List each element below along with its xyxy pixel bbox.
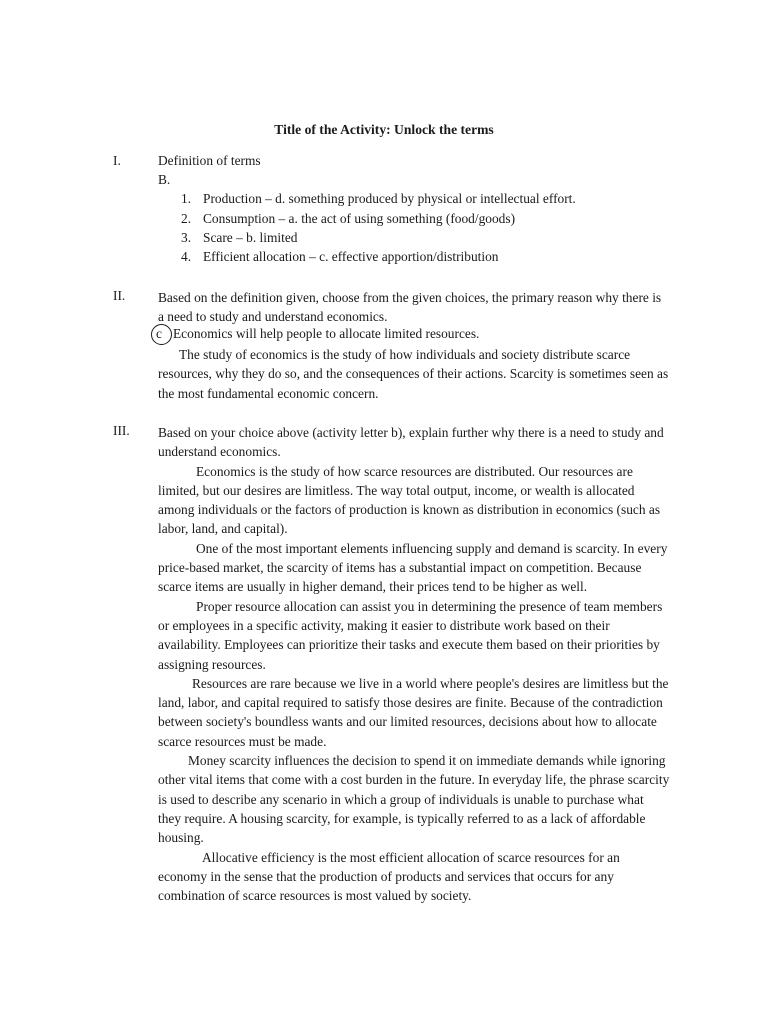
activity-title: Title of the Activity: Unlock the terms <box>274 122 494 137</box>
section-2-question <box>158 288 670 327</box>
section-2-numeral: II. <box>113 288 126 303</box>
term-number: 2. <box>181 211 192 226</box>
term-number: 3. <box>181 230 192 245</box>
term-item: Efficient allocation – c. effective apportion/distribution <box>203 249 499 264</box>
section-3-numeral: III. <box>113 423 130 438</box>
body-paragraph: Proper resource allocation can assist you in determining the presence of team members or employees in a specific activity, making it easier to distribute work based on their availability. Employees can prioritize their tasks and execute them based on their priorities by assigning resources. <box>158 598 663 672</box>
explanation-paragraph: The study of economics is the study of how individuals and society distribute scarce resources, why they do so, and the consequences of their actions. Scarcity is sometimes seen as the most fundamental economic concern. <box>158 347 669 401</box>
term-item: Production – d. something produced by physical or intellectual effort. <box>203 191 576 206</box>
section-1-sub-letter: B. <box>158 172 171 187</box>
section-1-heading: Definition of terms <box>158 153 261 168</box>
answer-letter: c <box>156 326 162 341</box>
answer-text: Economics will help people to allocate limited resources. <box>173 326 480 341</box>
body-paragraph: One of the most important elements influencing supply and demand is scarcity. In every price-based market, the scarcity of items has a substantial impact on competition. Because scarce items are usually in higher demand, their prices tend to be higher as well. <box>158 540 668 595</box>
question-text: Based on your choice above (activity letter b), explain further why there is a need to study and understand economics. <box>158 425 664 460</box>
term-number: 4. <box>181 249 192 264</box>
term-number: 1. <box>181 191 192 206</box>
body-paragraph: Resources are rare because we live in a world where people's desires are limitless but the land, labor, and capital required to satisfy those desires are finite. Because of the contradiction between society's boundless wants and our limited resources, decisions about how to allocate scarce resources must be made. <box>158 675 669 749</box>
term-item: Scare – b. limited <box>203 230 298 245</box>
section-1-numeral: I. <box>113 153 121 168</box>
section-3-body <box>158 423 670 905</box>
question-text: Based on the definition given, choose from the given choices, the primary reason why there is a need to study and understand economics. <box>158 290 662 325</box>
section-2-explanation <box>158 345 670 403</box>
body-paragraph: Allocative efficiency is the most efficient allocation of scarce resources for an economy in the sense that the production of products and services that occurs for any combination of scarce resources is most valued by society. <box>158 849 620 904</box>
body-paragraph: Money scarcity influences the decision to spend it on immediate demands while ignoring other vital items that come with a cost burden in the future. In everyday life, the phrase scarcity is used to describe any scenario in which a group of individuals is unable to purchase what they require. A housing scarcity, for example, is typically referred to as a lack of affordable housing. <box>158 753 670 846</box>
term-item: Consumption – a. the act of using something (food/goods) <box>203 211 516 226</box>
body-paragraph: Economics is the study of how scarce resources are distributed. Our resources are limited, but our desires are limitless. The way total output, income, or wealth is allocated among individuals or the factors of production is known as distribution in economics (such as labor, land, and capital). <box>158 463 661 537</box>
